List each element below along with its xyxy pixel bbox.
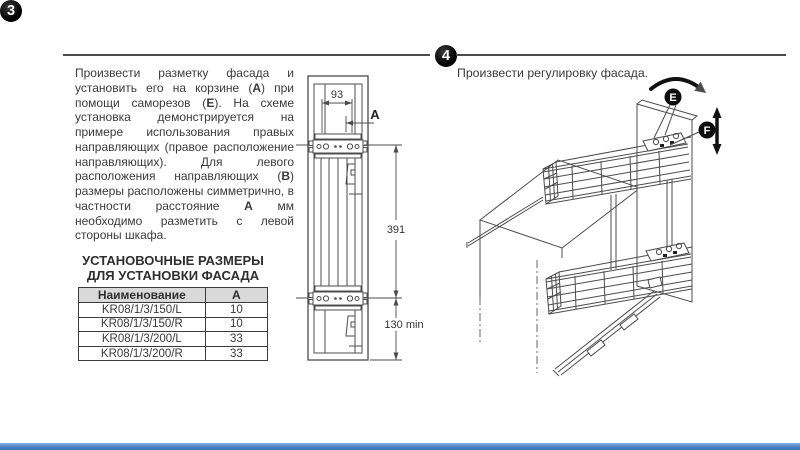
dim-391-label: 391 (386, 224, 406, 236)
front-view-diagram (288, 68, 438, 388)
callout-e-label: E (669, 92, 677, 104)
bold-ref-letter: В (281, 169, 290, 184)
table-cell: 33 (205, 332, 267, 347)
step-3-instruction-paragraph (75, 66, 294, 243)
table-cell: KR08/1/3/150/R (79, 317, 206, 332)
step-3-badge: 3 (0, 0, 22, 22)
dim-130min (370, 298, 428, 360)
table-row (79, 317, 268, 332)
table-cell: KR08/1/3/150/L (79, 303, 206, 318)
table-cell: 10 (205, 317, 267, 332)
bold-ref-letter: Е (206, 95, 215, 110)
column-header-a: А (205, 288, 267, 303)
text-segment: мм необходимо разметить с левой стороны шкафа. (75, 198, 294, 243)
table-cell: 33 (205, 346, 267, 361)
hook-bracket-top (346, 164, 362, 194)
dim-93-label: 93 (330, 89, 344, 101)
dim-391 (364, 145, 409, 298)
step-4-badge: 4 (435, 45, 457, 67)
table-title-line1: УСТАНОВОЧНЫЕ РАЗМЕРЫ (82, 253, 264, 268)
step-4-instruction: Произвести регулировку фасада. (457, 66, 649, 80)
text-segment: ) размеры расположены симметрично, в частности расстояние (75, 169, 294, 213)
cabinet-outline (296, 76, 368, 360)
telescopic-rail (553, 277, 662, 376)
dim-93 (322, 89, 352, 133)
table-title-line2: ДЛЯ УСТАНОВКИ ФАСАДА (86, 268, 260, 283)
footer-accent-bar (0, 443, 800, 450)
table-row (79, 346, 268, 361)
table-row (79, 303, 268, 318)
table-title (76, 253, 270, 283)
callout-f-label: F (703, 125, 711, 137)
step-3-rule (63, 54, 430, 56)
table-header-row (79, 288, 268, 303)
bold-ref-letter: А (244, 198, 253, 213)
table-cell: KR08/1/3/200/L (79, 332, 206, 347)
text-segment: Произвести разметку фасада и установить его на корзине ( (75, 66, 294, 95)
column-header-name: Наименование (79, 288, 206, 303)
mounting-bracket (309, 134, 367, 158)
dim-a (346, 107, 382, 132)
mounting-dimensions-table (78, 287, 268, 361)
table-cell: KR08/1/3/200/R (79, 346, 206, 361)
hook-bracket-bottom (346, 316, 362, 346)
step-4-rule (456, 54, 786, 56)
text-segment: ). На схеме установка демонстрируется на примере использования правых направляющих (правое расположение направляющих). Для левого расположения направляющих ( (75, 95, 294, 184)
table-cell: 10 (205, 303, 267, 318)
dim-a-label: A (370, 107, 380, 122)
dim-130min-label: 130 min (384, 319, 424, 331)
table-body (79, 303, 268, 361)
text-segment: ) при помощи саморезов ( (75, 80, 294, 110)
table-row (79, 332, 268, 347)
isometric-diagram (455, 65, 745, 385)
bold-ref-letter: А (252, 80, 261, 95)
